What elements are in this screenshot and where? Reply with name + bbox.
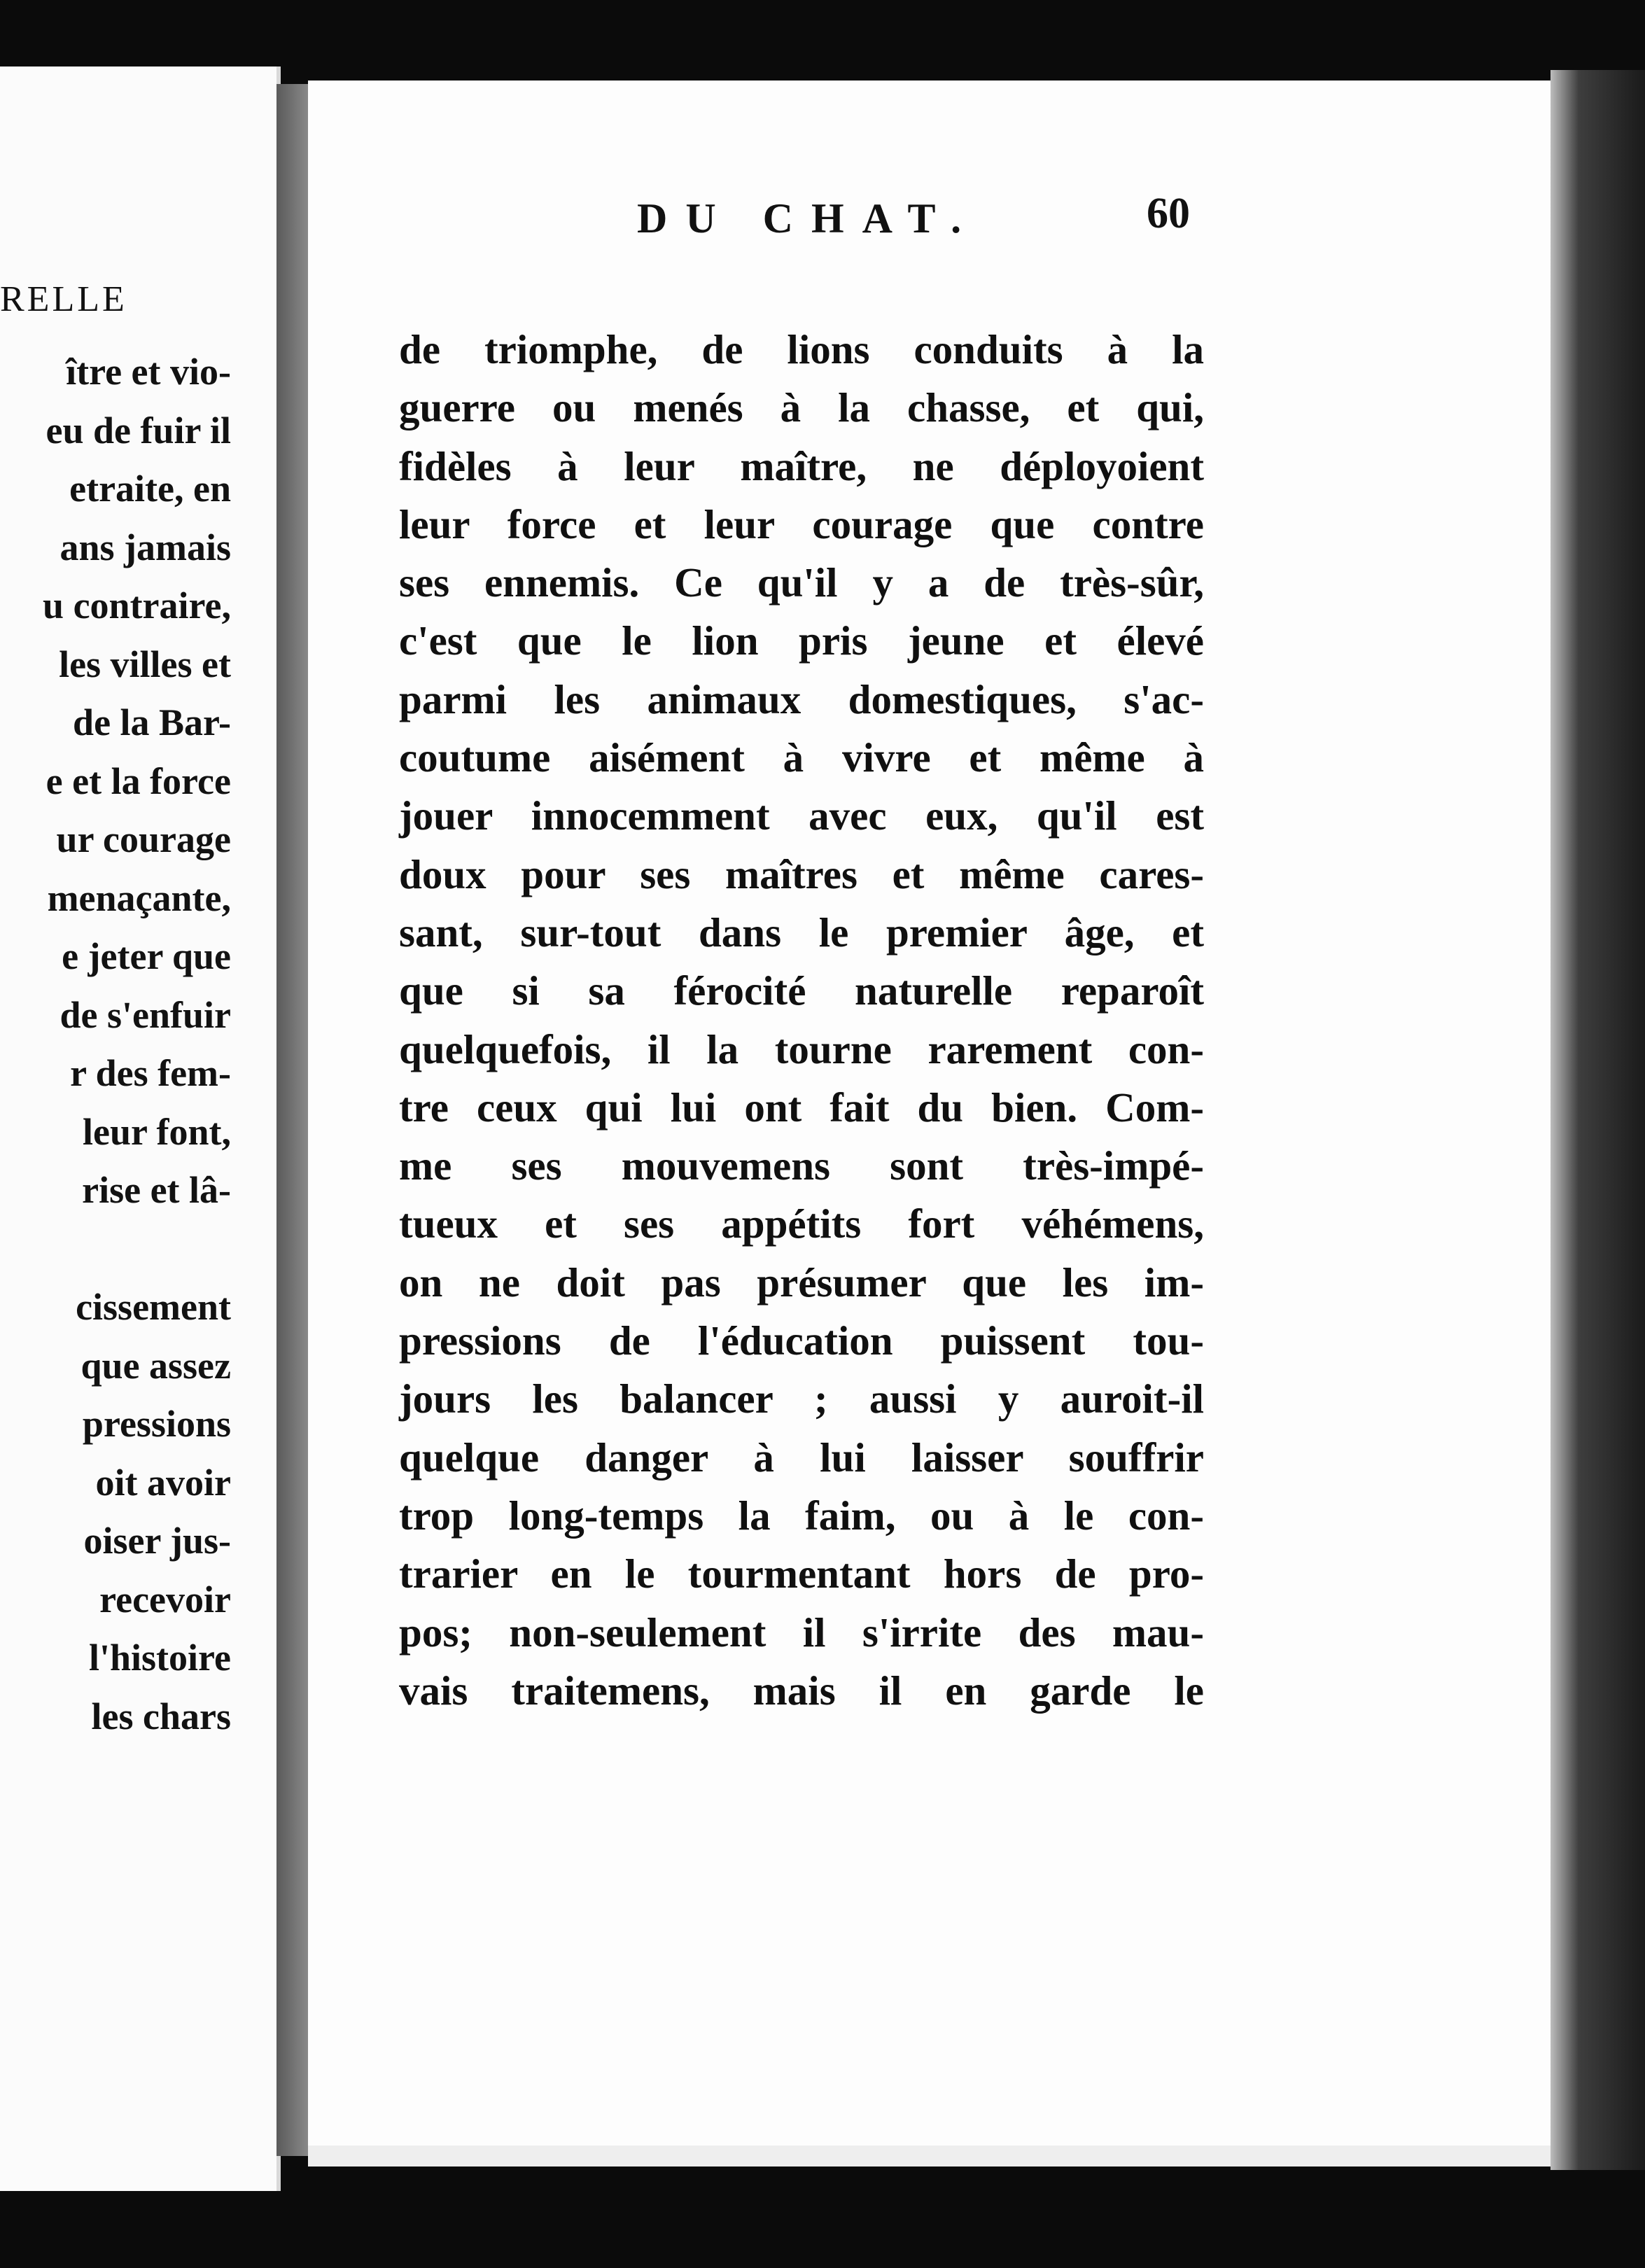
- text-line: de triomphe, de lions conduits à la: [399, 326, 1204, 372]
- text-line: recevoir: [99, 1578, 231, 1620]
- text-line: ur courage: [56, 818, 231, 860]
- text-line: sant, sur-tout dans le premier âge, et: [399, 909, 1204, 955]
- text-line: ses ennemis. Ce qu'il y a de très-sûr,: [399, 559, 1204, 606]
- text-line: parmi les animaux domestiques, s'ac-: [399, 676, 1204, 722]
- text-line: de s'enfuir: [59, 993, 231, 1036]
- text-line: tueux et ses appétits fort véhémens,: [399, 1200, 1204, 1247]
- page-number: 60: [1147, 190, 1190, 237]
- text-line: les villes et: [59, 643, 231, 685]
- text-line: l'histoire: [88, 1637, 231, 1679]
- left-facing-page: [0, 66, 281, 2191]
- text-line: oiser jus-: [83, 1520, 231, 1562]
- text-line: quelque danger à lui laisser souffrir: [399, 1434, 1204, 1480]
- left-running-head: RELLE: [0, 279, 127, 319]
- text-line: [0, 1220, 231, 1279]
- text-line: leur force et leur courage que contre: [399, 500, 1204, 547]
- text-line: r des fem-: [70, 1052, 231, 1094]
- left-page-text: [0, 343, 231, 1746]
- text-line: menaçante,: [47, 876, 231, 919]
- text-line: c'est que le lion pris jeune et élevé: [399, 617, 1204, 664]
- running-head: [329, 189, 1190, 259]
- text-line: jours les balancer ; aussi y auroit-il: [399, 1376, 1204, 1422]
- text-line: u contraire,: [43, 584, 231, 626]
- text-line: que assez: [80, 1344, 231, 1387]
- text-line: fidèles à leur maître, ne déployoient: [399, 442, 1204, 489]
- text-line: e et la force: [46, 760, 231, 802]
- text-line: eu de fuir il: [46, 409, 231, 451]
- text-line: etraite, en: [69, 468, 231, 510]
- text-line: rise et lâ-: [82, 1169, 231, 1211]
- text-line: doux pour ses maîtres et même cares-: [399, 850, 1204, 897]
- page-body-text: [399, 321, 1204, 1720]
- text-line: e jeter que: [62, 935, 231, 977]
- text-line: jouer innocemment avec eux, qu'il est: [399, 792, 1204, 839]
- text-line: pos; non-seulement il s'irrite des mau-: [399, 1609, 1204, 1656]
- text-line: oit avoir: [95, 1461, 231, 1504]
- page-edge-shadow: [1550, 70, 1645, 2170]
- text-line: les chars: [91, 1695, 231, 1737]
- text-line: on ne doit pas présumer que les im-: [399, 1259, 1204, 1306]
- text-line: quelquefois, il la tourne rarement con-: [399, 1026, 1204, 1072]
- text-line: ître et vio-: [66, 351, 231, 393]
- text-line: tre ceux qui lui ont fait du bien. Com-: [399, 1084, 1204, 1130]
- text-line: trarier en le tourmentant hors de pro-: [399, 1550, 1204, 1597]
- text-line: ans jamais: [59, 526, 231, 568]
- text-line: trop long-temps la faim, ou à le con-: [399, 1492, 1204, 1539]
- text-line: pressions de l'éducation puissent tou-: [399, 1317, 1204, 1364]
- text-line: cissement: [76, 1286, 231, 1328]
- text-line: me ses mouvemens sont très-impé-: [399, 1142, 1204, 1189]
- text-line: leur font,: [83, 1110, 231, 1153]
- text-line: que si sa férocité naturelle reparoît: [399, 967, 1204, 1014]
- running-title: DU CHAT.: [637, 195, 980, 241]
- text-line: coutume aisément à vivre et même à: [399, 734, 1204, 781]
- text-line: pressions: [82, 1403, 231, 1445]
- text-line: vais traitemens, mais il en garde le: [399, 1667, 1204, 1714]
- text-line: de la Bar-: [73, 701, 231, 743]
- text-line: guerre ou menés à la chasse, et qui,: [399, 384, 1204, 431]
